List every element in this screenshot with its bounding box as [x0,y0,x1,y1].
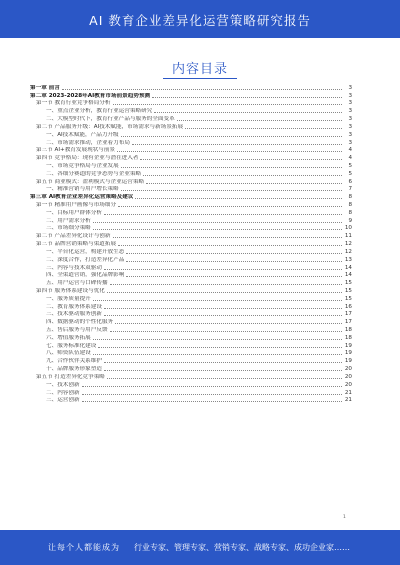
report-title: AI 教育企业差异化运营策略研究报告 [89,13,311,28]
toc-entry-label: 七、服务标准化建设 [46,342,97,349]
toc-entry[interactable] [30,350,352,358]
report-header-bar [0,0,400,38]
toc-entry[interactable] [30,397,352,405]
toc-dot-leader [110,331,342,332]
toc-entry-page: 12 [344,241,352,248]
toc-entry-page: 15 [344,287,352,294]
toc-entry[interactable] [30,123,352,131]
toc-entry-label: 一、技术创新 [46,381,80,388]
toc-entry-page: 3 [348,108,352,115]
toc-entry-label: 一、平台化运营，构建开放生态 [46,248,125,255]
toc-entry-label: 二、教育服务体系建设 [46,303,102,310]
toc-entry[interactable] [30,107,352,115]
toc-dot-leader [104,214,342,215]
toc-entry-page: 20 [344,366,352,373]
toc-dot-leader [107,378,342,379]
toc-dot-leader [93,222,342,223]
toc-entry-page: 4 [348,147,352,154]
toc-entry-label: 一、AI技术赋能，产品力升级 [46,131,119,138]
toc-dot-leader [118,206,342,207]
toc-entry-label: 第二节 产品服务升级：AI技术赋能，市场需求与新场景拓展 [36,123,184,130]
toc-entry[interactable] [30,217,352,225]
toc-entry-label: 三、技术驱动服务创新 [46,311,102,318]
toc-entry-label: 二、各细分赛道的竞争态势与企业策略 [46,170,142,177]
toc-entry-page: 20 [344,381,352,388]
toc-entry-label: 二、深度合作，打造差异化产品 [46,256,125,263]
toc-entry[interactable] [30,225,352,233]
toc-dot-leader [135,198,342,199]
toc-dot-leader [113,104,343,105]
toc-dot-leader [126,261,342,262]
toc-dot-leader [152,97,342,98]
toc-entry-label: 五、用户运营与口碑传播 [46,280,108,287]
toc-entry-page: 8 [348,194,352,201]
toc-entry-page: 17 [344,311,352,318]
toc-dot-leader [126,253,342,254]
toc-entry[interactable] [30,115,352,123]
toc-entry-page: 3 [348,100,352,107]
toc-dot-leader [126,276,342,277]
toc-entry[interactable] [30,272,352,280]
toc-entry-page: 3 [348,116,352,123]
toc-dot-leader [93,339,342,340]
toc-entry-label: 第四节 竞争格局：现有企业与潜在进入者 [36,155,139,162]
toc-dot-leader [104,315,342,316]
toc-dot-leader [104,269,342,270]
toc-heading: 内容目录 [171,62,228,77]
toc-entry[interactable] [30,279,352,287]
toc-entry-page: 16 [344,303,352,310]
toc-entry[interactable] [30,170,352,178]
toc-entry-page: 20 [344,373,352,380]
toc-dot-leader [104,370,342,371]
toc-entry-label: 一、目标用户群体分析 [46,209,102,216]
toc-entry[interactable] [30,92,352,100]
toc-entry-label: 一、精准营销与用户增长策略 [46,186,119,193]
toc-entry-page: 3 [348,131,352,138]
toc-entry-label: 六、增值服务拓展 [46,334,91,341]
toc-entry-page: 5 [348,170,352,177]
toc-entry-page: 3 [348,123,352,130]
footer-roles: 行业专家、管理专家、营销专家、战略专家、成功企业家…… [134,543,350,552]
toc-dot-leader [62,89,342,90]
toc-entry[interactable] [30,139,352,147]
toc-entry-label: 八、师资队伍建设 [46,350,91,357]
toc-dot-leader [121,136,342,137]
toc-entry-label: 二、大模型时代下，教育行业产品与服务的全面变革 [46,116,175,123]
toc-entry-label: 第一节 教育行业竞争格局分析 [36,100,111,107]
toc-entry[interactable] [30,256,352,264]
toc-dot-leader [113,237,343,238]
toc-entry[interactable] [30,311,352,319]
toc-dot-leader [146,183,342,184]
toc-dot-leader [104,308,342,309]
toc-entry-label: 第四节 服务体系建设与优化 [36,287,105,294]
toc-entry-page: 3 [348,92,352,99]
toc-entry-label: 第三节 品牌营销策略与渠道拓展 [36,241,117,248]
toc-entry-label: 第二章 2023-2028年AI教育市场前景趋势预测 [30,92,151,99]
toc-entry-page: 14 [344,272,352,279]
toc-entry[interactable] [30,162,352,170]
toc-entry-label: 三、内容与技术双驱动 [46,264,102,271]
toc-dot-leader [93,354,342,355]
toc-dot-leader [143,175,342,176]
toc-entry-page: 19 [344,342,352,349]
toc-entry-label: 第一章 前言 [30,84,60,91]
toc-dot-leader [185,128,342,129]
toc-entry-label: 第三节 AI+教育发展现状与前景 [36,147,116,154]
page-number: 1 [343,515,346,520]
toc-dot-leader [98,347,342,348]
toc-entry-label: 二、用户需求分析 [46,217,91,224]
toc-entry-page: 5 [348,162,352,169]
toc-entry-page: 8 [348,202,352,208]
toc-entry-label: 十、品牌服务形象塑造 [46,366,102,373]
toc-entry[interactable] [30,154,352,162]
toc-entry-page: 7 [348,186,352,193]
toc-entry[interactable] [30,186,352,194]
toc-entry-label: 四、全渠道营销，强化品牌影响 [46,272,125,279]
footer-slogan: 让每个人都能成为 [48,543,120,552]
toc-dot-leader [82,401,342,402]
toc-entry[interactable] [30,326,352,334]
toc-entry-label: 第二节 产品差异化设计与创新 [36,233,111,240]
toc-entry-label: 一、重点企业分析，教育行业运营策略研究 [46,108,153,115]
toc-entry[interactable] [30,193,352,201]
toc-entry-page: 11 [344,233,352,240]
toc-entry[interactable] [30,201,352,209]
toc-entry-page: 21 [344,397,352,404]
toc-entry-page: 19 [344,358,352,365]
toc-entry[interactable] [30,178,352,186]
toc-dot-leader [117,151,342,152]
toc-entry[interactable] [30,334,352,342]
toc-entry-page: 12 [344,248,352,255]
toc-entry-label: 二、内容创新 [46,389,80,396]
toc-dot-leader [177,120,342,121]
footer-bar [0,530,400,565]
toc-entry-page: 17 [344,319,352,326]
toc-entry[interactable] [30,318,352,326]
toc-entry-page: 10 [344,225,352,232]
toc-entry[interactable] [30,248,352,256]
toc-entry-page: 18 [344,334,352,341]
toc-entry[interactable] [30,84,352,92]
toc-entry-label: 四、数据驱动的个性化服务 [46,319,114,326]
toc-entry-page: 14 [344,264,352,271]
toc-entry-page: 6 [348,178,352,185]
toc-dot-leader [82,394,342,395]
toc-dot-leader [107,292,342,293]
toc-dot-leader [110,284,342,285]
toc-entry[interactable] [30,240,352,248]
toc-dot-leader [104,362,342,363]
toc-entry-label: 一、服务质量提升 [46,295,91,302]
toc-entry[interactable] [30,209,352,217]
toc-entry[interactable] [30,365,352,373]
toc-entry-label: 三、运营创新 [46,397,80,404]
toc-dot-leader [118,245,342,246]
toc-dot-leader [115,323,342,324]
toc-entry[interactable] [30,131,352,139]
toc-entry[interactable] [30,100,352,108]
toc-entry-label: 三、市场细分策略 [46,225,91,232]
toc-entry-page: 15 [344,280,352,287]
toc-entry-page: 8 [348,209,352,216]
toc-entry-label: 一、市场竞争格局与企业发展 [46,162,119,169]
toc-dot-leader [82,386,342,387]
toc-dot-leader [154,112,342,113]
toc-entry[interactable] [30,389,352,397]
table-of-contents [30,84,352,404]
toc-entry-page: 13 [344,256,352,263]
toc-entry-label: 二、市场需求推动，企业着力布局 [46,139,130,146]
toc-entry[interactable] [30,357,352,365]
toc-entry-page: 19 [344,350,352,357]
toc-entry-page: 4 [348,155,352,162]
toc-dot-leader [93,229,342,230]
toc-entry-label: 第一节 精准用户画像与市场细分 [36,202,117,208]
toc-dot-leader [121,190,342,191]
toc-entry-page: 3 [348,84,352,91]
toc-entry-page: 15 [344,295,352,302]
toc-entry-label: 第五节 商业模式：盈利模式与企业运营策略 [36,178,145,185]
toc-entry-label: 第三章 AI教育企业差异化运营策略及建议 [30,194,134,201]
toc-entry-label: 第五节 打造差异化竞争策略 [36,373,105,380]
toc-entry-page: 18 [344,327,352,333]
toc-entry-page: 21 [344,389,352,396]
toc-entry-label: 五、售后服务与用户反馈 [46,327,108,333]
toc-dot-leader [140,159,342,160]
toc-heading-underline [163,78,237,79]
toc-dot-leader [93,300,342,301]
toc-entry-label: 九、合作伙伴关系维护 [46,358,102,365]
toc-entry[interactable] [30,295,352,303]
toc-entry-page: 9 [348,217,352,224]
toc-entry[interactable] [30,232,352,240]
toc-entry[interactable] [30,381,352,389]
toc-entry[interactable] [30,342,352,350]
toc-entry[interactable] [30,303,352,311]
toc-entry[interactable] [30,373,352,381]
toc-entry-page: 3 [348,139,352,146]
toc-entry[interactable] [30,287,352,295]
toc-entry[interactable] [30,147,352,155]
toc-entry[interactable] [30,264,352,272]
toc-dot-leader [121,167,342,168]
toc-dot-leader [132,144,342,145]
